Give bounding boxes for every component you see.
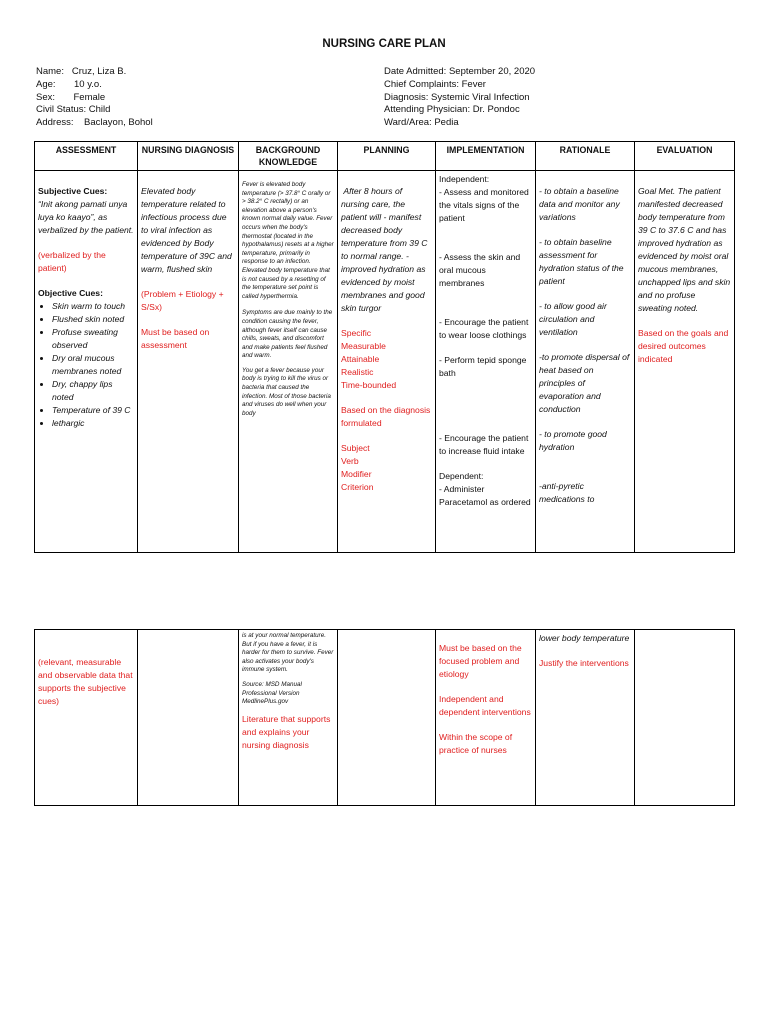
diagnosis-cell — [138, 171, 239, 553]
attending-physician: Attending Physician: Dr. Pondoc — [384, 104, 520, 116]
svmc-item: Subject — [341, 443, 370, 453]
rationale-item: - to allow good air circulation and ventilation — [539, 301, 607, 337]
rationale-note: Justify the interventions — [539, 658, 629, 668]
patient-address: Address: Baclayon, Bohol — [36, 117, 153, 129]
header-assessment: ASSESSMENT — [35, 142, 138, 171]
objective-item: • Dry, chappy lips noted — [52, 378, 134, 404]
implementation-note: Independent and dependent interventions — [439, 694, 531, 717]
background-cell — [239, 171, 338, 553]
background-paragraph: Symptoms are due mainly to the condition causing the fever, although fever itself can cause chills, sweats, and discomfort and make patients feel flushed and warm. — [242, 309, 333, 360]
header-rationale: RATIONALE — [536, 142, 635, 171]
patient-age: Age: 10 y.o. — [36, 78, 102, 90]
care-plan-row — [35, 171, 735, 553]
rationale-item: - to obtain baseline assessment for hydration status of the patient — [539, 237, 624, 286]
smart-item: Time-bounded — [341, 380, 397, 390]
background-note: Literature that supports and explains your nursing diagnosis — [242, 713, 331, 750]
care-plan-table-continued — [34, 629, 735, 806]
planning-note: Based on the diagnosis formulated — [341, 405, 431, 428]
diagnosis-cell-continued — [138, 630, 239, 806]
header-nursing-diagnosis: NURSING DIAGNOSIS — [138, 142, 239, 171]
svmc-item: Criterion — [341, 482, 374, 492]
objective-item: • lethargic — [52, 417, 134, 430]
evaluation-note: Based on the goals and desired outcomes indicated — [638, 328, 729, 364]
patient-sex: Sex: Female — [36, 91, 106, 103]
smart-item: Attainable — [341, 354, 380, 364]
smart-item: Realistic — [341, 367, 374, 377]
planning-cell-continued — [338, 630, 436, 806]
diagnosis-note-basis: Must be based on assessment — [141, 327, 210, 350]
objective-label: Objective Cues: — [38, 288, 103, 298]
rationale-item: -to promote dispersal of heat based on principles of evaporation and conduction — [539, 352, 630, 414]
svmc-item: Verb — [341, 456, 359, 466]
dependent-label: Dependent: — [439, 471, 484, 481]
objective-item: • Temperature of 39 C — [52, 404, 134, 417]
svmc-item: Modifier — [341, 469, 372, 479]
implementation-cell-continued — [436, 630, 536, 806]
rationale-item: - to promote good hydration — [539, 429, 607, 452]
rationale-item: lower body temperature — [539, 633, 630, 643]
rationale-cell — [536, 171, 635, 553]
implementation-cell — [436, 171, 536, 553]
subjective-text: “Init akong pamati unya luya ko kaayo”, as verbalized by the patient. — [38, 199, 134, 235]
intervention: - Encourage the patient to increase fluid intake — [439, 433, 529, 456]
header-implementation: IMPLEMENTATION — [436, 142, 536, 171]
subjective-note: (verbalized by the patient) — [38, 250, 106, 273]
ward-area: Ward/Area: Pedia — [384, 117, 459, 129]
intervention: - Perform tepid sponge bath — [439, 355, 527, 378]
implementation-note: Must be based on the focused problem and etiology — [439, 643, 522, 679]
page-title: NURSING CARE PLAN — [322, 38, 446, 50]
care-plan-row-continued — [35, 630, 735, 806]
independent-label: Independent: — [439, 174, 490, 184]
intervention: - Encourage the patient to wear loose clothings — [439, 317, 529, 340]
admission-info — [384, 66, 535, 130]
evaluation-cell-continued — [635, 630, 735, 806]
header-background-knowledge: BACKGROUND KNOWLEDGE — [239, 142, 338, 171]
diagnosis-note-formula: (Problem + Etiology + S/Sx) — [141, 289, 224, 312]
evaluation-cell — [635, 171, 735, 553]
rationale-item: - to obtain a baseline data and monitor any variations — [539, 186, 620, 222]
chief-complaints: Chief Complaints: Fever — [384, 78, 486, 90]
background-paragraph: You get a fever because your body is trying to kill the virus or bacteria that caused the infection. Most of those bacteria and viruses do well when your body — [242, 366, 331, 417]
diagnosis-text: Elevated body temperature related to infectious process due to viral infection as evidenced by Body temperature of 39C and warm, flushed skin — [141, 186, 232, 274]
smart-item: Measurable — [341, 341, 386, 351]
header-evaluation: EVALUATION — [635, 142, 735, 171]
date-admitted: Date Admitted: September 20, 2020 — [384, 66, 536, 77]
background-paragraph: is at your normal temperature. But if you have a fever, it is harder for them to survive. Fever also activates your body's immune system. — [242, 632, 334, 674]
diagnosis-info: Diagnosis: Systemic Viral Infection — [384, 91, 530, 103]
subjective-label: Subjective Cues: — [38, 186, 108, 196]
patient-name: Name: Cruz, Liza B. — [36, 66, 127, 77]
evaluation-text: Goal Met. The patient manifested decreased body temperature from 39 C to 37.6 C and has improved hydration as evidenced by moist oral mucous membranes, unchapped lips and skin and no profuse sweating noted. — [638, 186, 731, 313]
rationale-item: -anti-pyretic medications to — [539, 481, 595, 504]
implementation-note: Within the scope of practice of nurses — [439, 732, 513, 755]
patient-info — [36, 66, 153, 130]
planning-text: After 8 hours of nursing care, the patient will - manifest decreased body temperature from 39 C to normal range. -improved hydration as evidenced by moist membranes and good skin turgor — [341, 186, 430, 313]
patient-civil-status: Civil Status: Child — [36, 104, 111, 116]
objective-item: • Flushed skin noted — [52, 313, 134, 326]
rationale-cell-continued — [536, 630, 635, 806]
objective-item: • Profuse sweating observed — [52, 326, 134, 352]
intervention: - Administer Paracetamol as ordered — [439, 484, 531, 507]
smart-item: Specific — [341, 328, 372, 338]
objective-list — [38, 300, 134, 430]
background-paragraph: Fever is elevated body temperature (> 37.8° C orally or > 38.2° C rectally) or an elevation above a person's known normal daily value. Fever occurs when the body's thermostat (located in the hypothalamus) resets at a higher temperature, primarily in response to an infection. Elevated body temperature that is not caused by a resetting of the temperature set point is called hyperthermia. — [242, 181, 334, 300]
objective-item: • Skin warm to touch — [52, 300, 134, 313]
assessment-note: (relevant, measurable and observable data that supports the subjective cues) — [38, 657, 133, 706]
planning-cell — [338, 171, 436, 553]
care-plan-table — [34, 141, 735, 553]
header-row — [35, 142, 735, 171]
objective-item: • Dry oral mucous membranes noted — [52, 352, 134, 378]
assessment-cell-continued — [35, 630, 138, 806]
assessment-cell — [35, 171, 138, 553]
intervention: - Assess and monitored the vitals signs of the patient — [439, 187, 529, 223]
background-source: Source: MSD Manual Professional Version MedlinePlus.gov — [242, 680, 302, 706]
intervention: - Assess the skin and oral mucous membranes — [439, 252, 521, 288]
background-cell-continued — [239, 630, 338, 806]
header-planning: PLANNING — [338, 142, 436, 171]
